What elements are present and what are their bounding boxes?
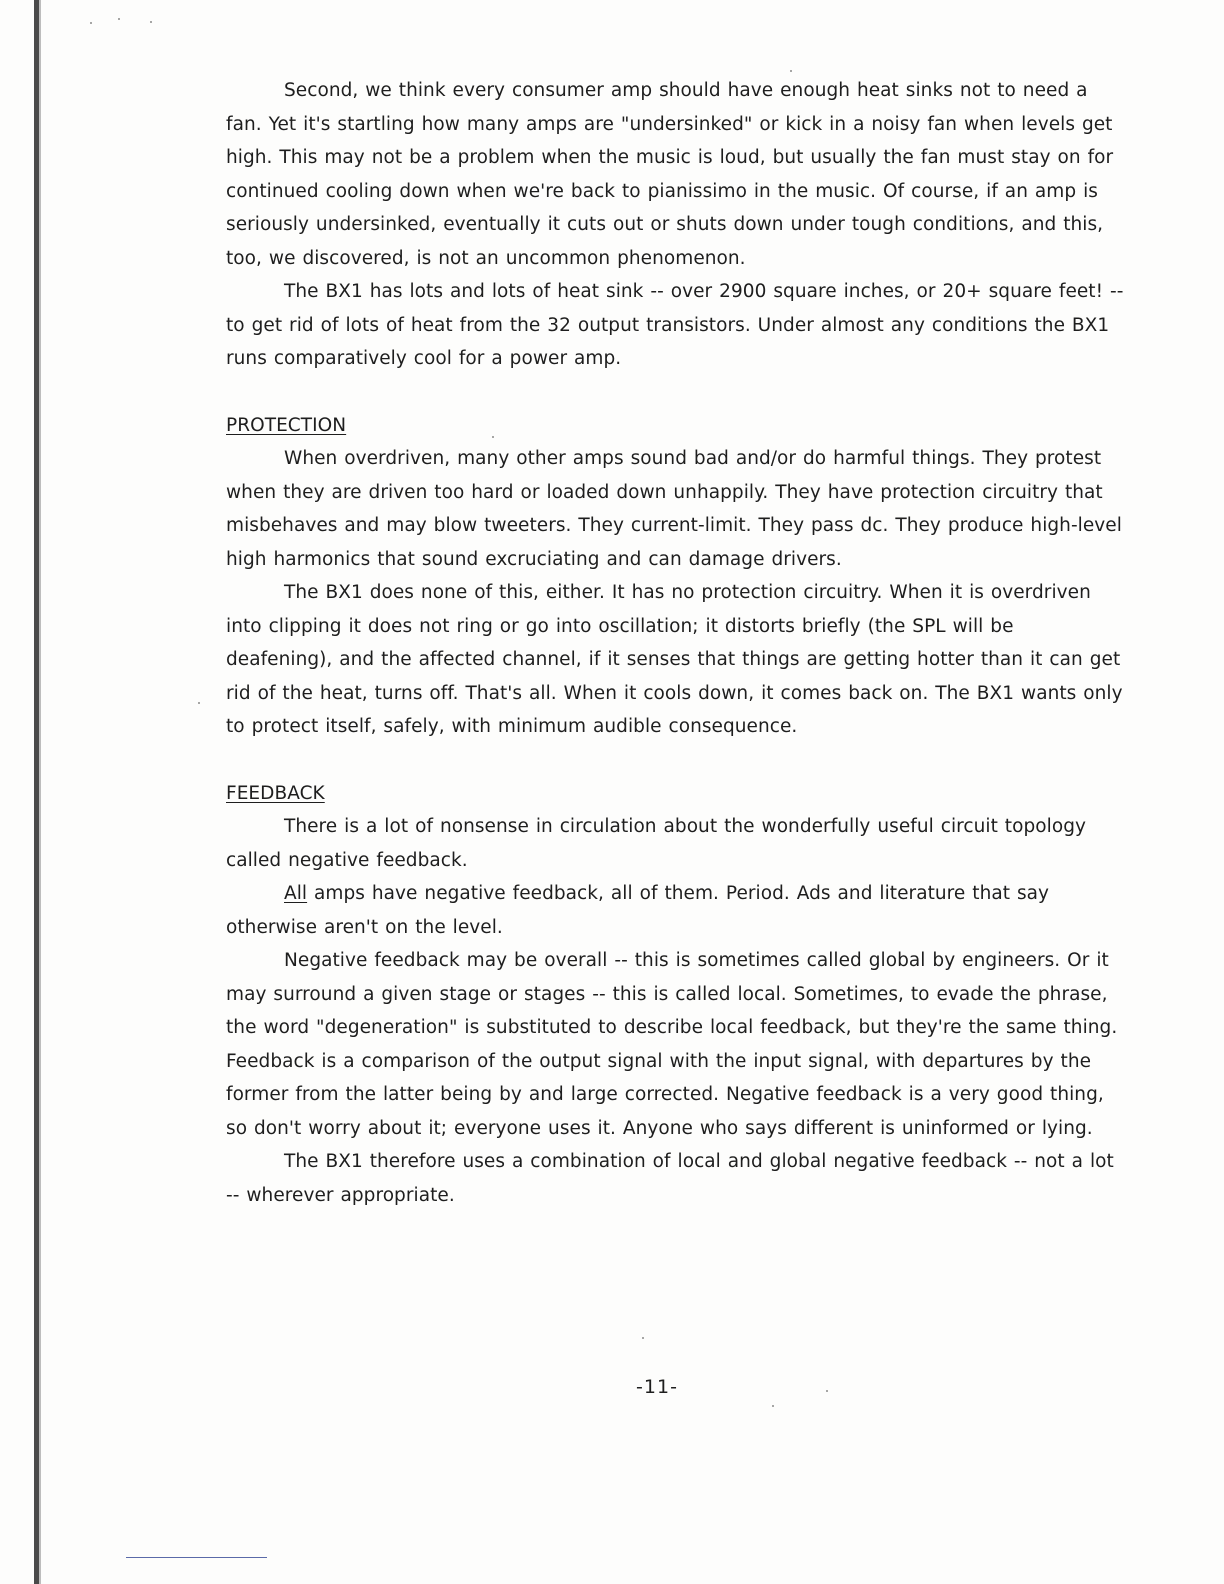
- page-number: -11-: [636, 1376, 678, 1398]
- paragraph-all-amps: [226, 877, 1126, 944]
- scan-speck: [642, 1337, 644, 1339]
- paragraph-heat-sinks: Second, we think every consumer amp should have enough heat sinks not to need a fan. Yet it's startling how many amps are "undersinked" or kick in a noisy fan when levels get high. This may not be a problem when the music is loud, but usually the fan must stay on for continued cooling down when we're back to pianissimo in the music. Of course, if an amp is seriously undersinked, eventually it cuts out or shuts down under tough conditions, and this, too, we discovered, is not an uncommon phenomenon.: [226, 80, 1114, 269]
- emphasis-all: All: [284, 883, 308, 904]
- paragraph-bx1-protection: The BX1 does none of this, either. It has no protection circuitry. When it is overdriven into clipping it does not ring or go into oscillation; it distorts briefly (the SPL will be deafening), and the affected channel, if it senses that things are getting hotter than it can get rid of the heat, turns off. That's all. When it cools down, it comes back on. The BX1 wants only to protect itself, safely, with minimum audible consequence.: [226, 582, 1123, 737]
- scan-speck: [198, 702, 200, 704]
- scan-speck: [118, 18, 120, 20]
- scan-speck: [790, 70, 792, 72]
- paragraph-negative-feedback: Negative feedback may be overall -- this is sometimes called global by engineers. Or it may surround a given stage or stages -- this is called local. Sometimes, to evade the phrase, the word "degeneration" is substituted to describe local feedback, but they're the same thing. Feedback is a comparison of the output signal with the input signal, with departures by the former from the latter being by and large corrected. Negative feedback is a very good thing, so don't worry about it; everyone uses it. Anyone who says different is uninformed or lying.: [226, 950, 1118, 1139]
- paragraph-feedback-nonsense: There is a lot of nonsense in circulation about the wonderfully useful circuit topology called negative feedback.: [226, 816, 1086, 871]
- footnote-rule: [126, 1557, 267, 1558]
- scan-speck: [772, 1405, 774, 1407]
- scan-speck: [492, 436, 494, 438]
- paragraph-overdriven-amps: When overdriven, many other amps sound bad and/or do harmful things. They protest when they are driven too hard or loaded down unhappily. They have protection circuitry that misbehaves and may blow tweeters. They current-limit. They pass dc. They produce high-level high harmonics that sound excruciating and can damage drivers.: [226, 448, 1122, 570]
- scan-speck: [150, 21, 152, 23]
- body-text: [226, 74, 1126, 1212]
- scan-speck: [826, 1390, 828, 1392]
- binding-edge-shadow: [39, 0, 41, 1584]
- section-heading-protection: PROTECTION: [226, 414, 347, 436]
- paragraph-all-amps-text: amps have negative feedback, all of them. Period. Ads and literature that say otherwise aren't on the level.: [226, 883, 1050, 938]
- paragraph-bx1-feedback: The BX1 therefore uses a combination of local and global negative feedback -- not a lot -- wherever appropriate.: [226, 1151, 1114, 1206]
- paragraph-bx1-heat-sink: The BX1 has lots and lots of heat sink -- over 2900 square inches, or 20+ square feet! -- to get rid of lots of heat from the 32 output transistors. Under almost any conditions the BX1 runs comparatively cool for a power amp.: [226, 281, 1124, 369]
- section-heading-feedback: FEEDBACK: [226, 782, 325, 804]
- scan-speck: [90, 22, 92, 24]
